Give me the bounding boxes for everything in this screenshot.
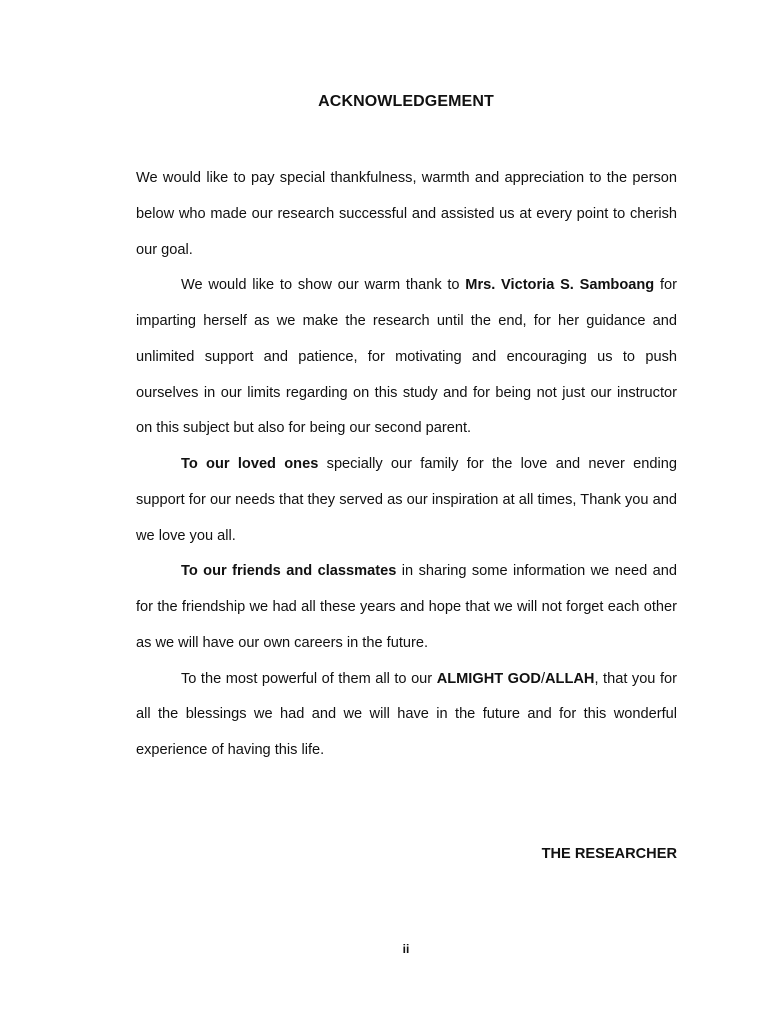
bold-phrase: To our loved ones — [181, 456, 319, 472]
bold-phrase: ALMIGHT GOD — [436, 670, 541, 687]
instructor-name: Mrs. Victoria S. Samboang — [465, 277, 655, 294]
signature: THE RESEARCHER — [541, 846, 677, 862]
bold-phrase: To our friends and classmates — [181, 563, 397, 580]
paragraph-text: for imparting herself as we make the research until the end, for her guidance and unlimited support and patience, for motivating and encouraging us to push ourselves in our limits regarding on this study and for being not just our instructor on this subject but also for being our second parent. — [136, 277, 678, 437]
paragraph-friends — [136, 554, 677, 661]
paragraph-god — [136, 662, 677, 769]
paragraph-instructor — [136, 268, 677, 447]
paragraph-text: in sharing some information we need and for the friendship we had all these years and hope that we will not forget each other as we will have our own careers in the future. — [136, 563, 677, 651]
separator-text: / — [540, 670, 545, 687]
paragraph-text: , that you for all the blessings we had and we will have in the future and for this wonderful experience of having this life. — [136, 670, 677, 758]
paragraph-text: To the most powerful of them all to our — [181, 670, 437, 687]
paragraph-text: specially our family for the love and never ending support for our needs that they served as our inspiration at all times, Thank you and we love you all. — [136, 456, 677, 544]
acknowledgement-body — [136, 161, 677, 769]
page-number: ii — [402, 942, 410, 956]
paragraph-text: We would like to show our warm thank to — [181, 277, 466, 294]
paragraph-loved-ones — [136, 447, 677, 554]
paragraph-text: We would like to pay special thankfulness, warmth and appreciation to the person below who made our research successful and assisted us at every point to cherish our goal. — [136, 170, 677, 258]
paragraph-intro — [136, 161, 677, 268]
page-title: ACKNOWLEDGEMENT — [318, 93, 494, 110]
bold-phrase: ALLAH — [545, 670, 595, 687]
